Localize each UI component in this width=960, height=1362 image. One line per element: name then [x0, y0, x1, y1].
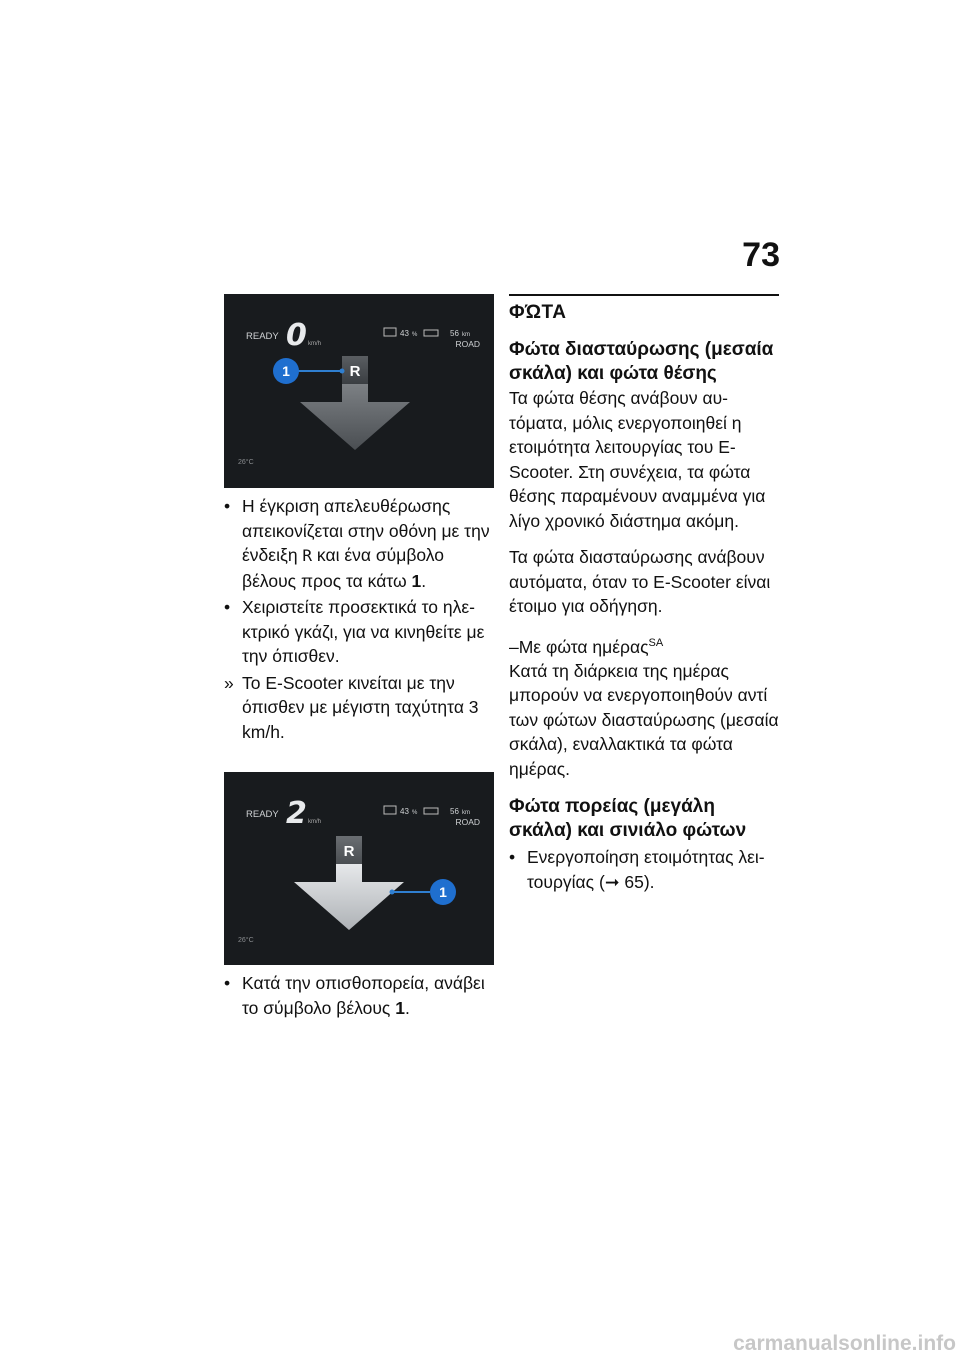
- list-item-result: » Το E-Scooter κινείται με την όπισθεν με μέγιστη ταχύτητα 3 km/h.: [224, 672, 479, 742]
- range-unit: km: [462, 810, 470, 816]
- left-column: [224, 294, 494, 1020]
- speed-unit: km/h: [308, 341, 322, 347]
- right-column: [509, 294, 779, 894]
- page-reference[interactable]: 65: [624, 871, 644, 892]
- temperature: 26°C: [238, 937, 254, 944]
- page-reference-arrow-icon: ➞: [604, 871, 625, 892]
- ride-mode: ROAD: [455, 339, 480, 349]
- dashboard-screen-2: [224, 772, 494, 965]
- gear-indicator: R: [349, 363, 361, 380]
- battery-percent: 43: [400, 807, 409, 816]
- ready-label: READY: [246, 809, 279, 820]
- callout-dot: [340, 369, 345, 374]
- heading-low-beam-parking: Φώτα διασταύρωσης (μεσαία σκάλα) και φώτα θέσης: [509, 339, 774, 384]
- section-divider: [509, 294, 779, 296]
- speed-value: 2: [286, 796, 307, 831]
- section-title: ΦΏΤΑ: [509, 302, 567, 323]
- list-item: • Κατά την οπισθοπορεία, ανάβει το σύμβολο βέλους 1.: [224, 973, 485, 1018]
- page-number: 73: [742, 236, 780, 274]
- gear-code-r: R: [302, 546, 313, 565]
- range-value: 56: [450, 329, 459, 338]
- list-item: • Χειριστείτε προσεκτικά το ηλε- κτρικό γκάζι, για να κινηθείτε με την όπισθεν.: [224, 597, 485, 666]
- special-accessory-mark: SA: [648, 636, 664, 649]
- battery-percent-unit: %: [412, 810, 418, 816]
- ready-label: READY: [246, 331, 279, 342]
- watermark-footer[interactable]: carmanualsonline.info: [733, 1332, 956, 1355]
- speed-value: 0: [286, 318, 307, 353]
- paragraph: Τα φώτα διασταύρωσης ανάβουν αυτόματα, όταν το E-Scooter είναι έτοιμο για οδήγηση.: [509, 547, 771, 616]
- callout-dot: [390, 890, 395, 895]
- paragraph: Τα φώτα θέσης ανάβουν αυ- τόματα, μόλις ενεργοποιηθεί η ετοιμότητα λειτουργίας του E- Scooter. Στη συνέχεια, τα φώτα θέσης παραμένουν αναμμένα για λίγο χρονικό διάστημα ακόμη.: [509, 388, 766, 531]
- speed-unit: km/h: [308, 819, 322, 825]
- battery-percent-unit: %: [412, 332, 418, 338]
- dashboard-screen-1: [224, 294, 494, 488]
- list-item: • Ενεργοποίηση ετοιμότητας λει- τουργίας (➞ 65).: [509, 847, 765, 892]
- dashboard-screen-1-graphic: [224, 294, 494, 488]
- range-unit: km: [462, 332, 470, 338]
- callout-number: 1: [439, 884, 447, 900]
- temperature: 26°C: [238, 459, 254, 466]
- range-value: 56: [450, 807, 459, 816]
- heading-high-beam-flash: Φώτα πορείας (μεγάλη σκάλα) και σινιάλο φώτων: [509, 796, 747, 842]
- battery-percent: 43: [400, 329, 409, 338]
- option-daytime-lights: –Με φώτα ημέρας$^{SA}$: [509, 636, 664, 657]
- list-item: • Η έγκριση απελευθέρωσης απεικονίζεται στην οθόνη με την ένδειξη R και ένα σύμβολο βέλους προς τα κάτω 1.: [224, 496, 490, 591]
- paragraph: Κατά τη διάρκεια της ημέρας μπορούν να ενεργοποιηθούν αντί των φώτων διασταύρωσης (μεσαία σκάλα), εναλλακτικά τα φώτα ημέρας.: [509, 660, 779, 779]
- dashboard-screen-2-graphic: [224, 772, 494, 965]
- ride-mode: ROAD: [455, 817, 480, 827]
- callout-number: 1: [282, 363, 290, 379]
- gear-indicator: R: [343, 843, 355, 860]
